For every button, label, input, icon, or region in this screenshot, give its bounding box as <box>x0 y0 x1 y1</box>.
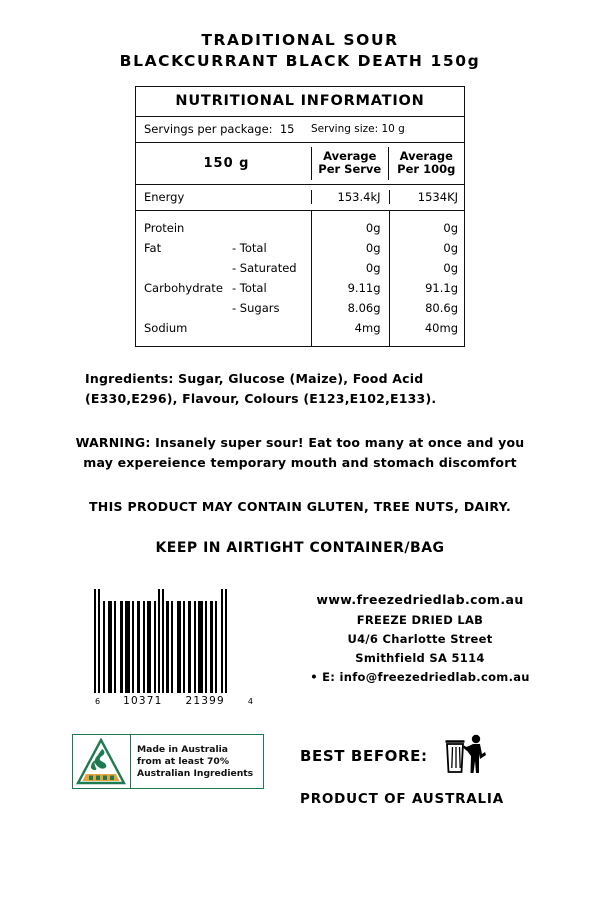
title-line-1: TRADITIONAL SOUR <box>201 31 399 49</box>
product-of-australia-text: PRODUCT OF AUSTRALIA <box>300 791 504 808</box>
warning-text: WARNING: Insanely super sour! Eat too many at once and you may expereience temporary mouth and stomach discomfort <box>75 434 525 471</box>
barcode <box>94 589 254 707</box>
column-header-per-100g-line1: Average <box>399 149 453 164</box>
fat-saturated-per-serve: 0g <box>365 260 381 275</box>
column-header-per-serve <box>311 147 388 179</box>
servings-row <box>136 117 464 143</box>
aus-logo-line-2: from at least 70% <box>137 755 230 767</box>
column-header-per-serve-line1: Average <box>323 149 377 164</box>
made-in-australia-logo <box>72 734 264 789</box>
ingredients-text: Ingredients: Sugar, Glucose (Maize), Food Acid (E330,E296), Flavour, Colours (E123,E102,E133). <box>85 370 437 406</box>
nutrient-subitem-column <box>232 211 311 346</box>
best-before-block <box>300 732 490 780</box>
subitem-carb-total: - Total <box>232 280 267 295</box>
best-before-label: BEST BEFORE: <box>300 747 428 766</box>
fat-total-per-100g: 0g <box>443 240 458 255</box>
sugars-per-serve: 8.06g <box>347 300 381 315</box>
fat-total-per-serve: 0g <box>365 240 381 255</box>
website-url[interactable]: www.freezedriedlab.com.au <box>316 592 524 608</box>
row-label-fat: Fat <box>144 240 162 255</box>
barcode-left-digit: 6 <box>95 697 101 707</box>
spacer-saturated <box>144 258 232 278</box>
servings-per-package-label: Servings per package: <box>144 121 273 136</box>
table-row-energy <box>136 185 464 211</box>
row-label-carbohydrate: Carbohydrate <box>144 280 223 295</box>
sodium-per-100g: 40mg <box>424 320 458 335</box>
subitem-carb-sugars: - Sugars <box>232 300 280 315</box>
address-line-2: Smithfield SA 5114 <box>355 650 485 665</box>
carb-total-per-serve: 9.11g <box>347 280 381 295</box>
page-title <box>0 0 600 72</box>
nutrient-name-column <box>136 211 232 346</box>
energy-per-100g: 1534KJ <box>389 190 465 204</box>
barcode-right-digit: 4 <box>247 697 253 707</box>
australian-made-triangle-icon <box>73 735 131 788</box>
barcode-digits <box>94 695 254 707</box>
subitem-fat-saturated: - Saturated <box>232 260 297 275</box>
column-header-per-100g <box>388 147 465 179</box>
net-weight-label: 150 g <box>203 155 250 171</box>
column-header-per-serve-line2: Per Serve <box>318 162 382 177</box>
subitem-fat-total: - Total <box>232 240 267 255</box>
title-line-2: BLACKCURRANT BLACK DEATH 150g <box>119 51 481 70</box>
sugars-per-100g: 80.6g <box>425 300 458 315</box>
barcode-group-2: 21399 <box>185 695 225 708</box>
nutrition-table-body <box>136 211 464 346</box>
carb-total-per-100g: 91.1g <box>425 280 458 295</box>
barcode-bars <box>94 589 254 693</box>
sodium-per-serve: 4mg <box>354 320 381 335</box>
per-100g-value-column <box>389 211 465 346</box>
energy-per-serve: 153.4kJ <box>311 190 389 204</box>
per-serve-value-column <box>311 211 389 346</box>
row-label-protein: Protein <box>144 220 185 235</box>
nutrition-panel-title: NUTRITIONAL INFORMATION <box>136 87 464 117</box>
spacer-sugars <box>144 298 232 318</box>
fat-saturated-per-100g: 0g <box>443 260 458 275</box>
servings-per-package-value: 15 <box>279 121 295 136</box>
nutrition-information-panel <box>135 86 465 347</box>
serving-size: Serving size: 10 g <box>311 122 405 135</box>
address-line-1: U4/6 Charlotte Street <box>347 631 493 646</box>
servings-per-package <box>136 122 311 136</box>
aus-logo-line-1: Made in Australia <box>137 743 228 755</box>
spacer-protein-sub <box>232 218 311 238</box>
contact-email[interactable]: • E: info@freezedriedlab.com.au <box>310 669 530 684</box>
protein-per-serve: 0g <box>365 220 381 235</box>
aus-logo-line-3: Australian Ingredients <box>137 767 254 779</box>
contact-block <box>275 590 565 687</box>
tidyman-bin-icon <box>442 732 490 780</box>
storage-instruction: KEEP IN AIRTIGHT CONTAINER/BAG <box>155 540 445 557</box>
lower-section <box>0 584 600 834</box>
allergen-statement: THIS PRODUCT MAY CONTAIN GLUTEN, TREE NUTS, DAIRY. <box>88 499 511 515</box>
row-label-sodium: Sodium <box>144 320 188 335</box>
company-name: FREEZE DRIED LAB <box>356 612 484 627</box>
column-header-per-100g-line2: Per 100g <box>397 162 456 177</box>
nutrition-table-header <box>136 143 464 185</box>
protein-per-100g: 0g <box>443 220 458 235</box>
made-in-australia-text <box>131 744 253 780</box>
spacer-sodium-sub <box>232 318 311 338</box>
row-label-energy: Energy <box>144 189 185 204</box>
barcode-group-1: 10371 <box>123 695 163 708</box>
